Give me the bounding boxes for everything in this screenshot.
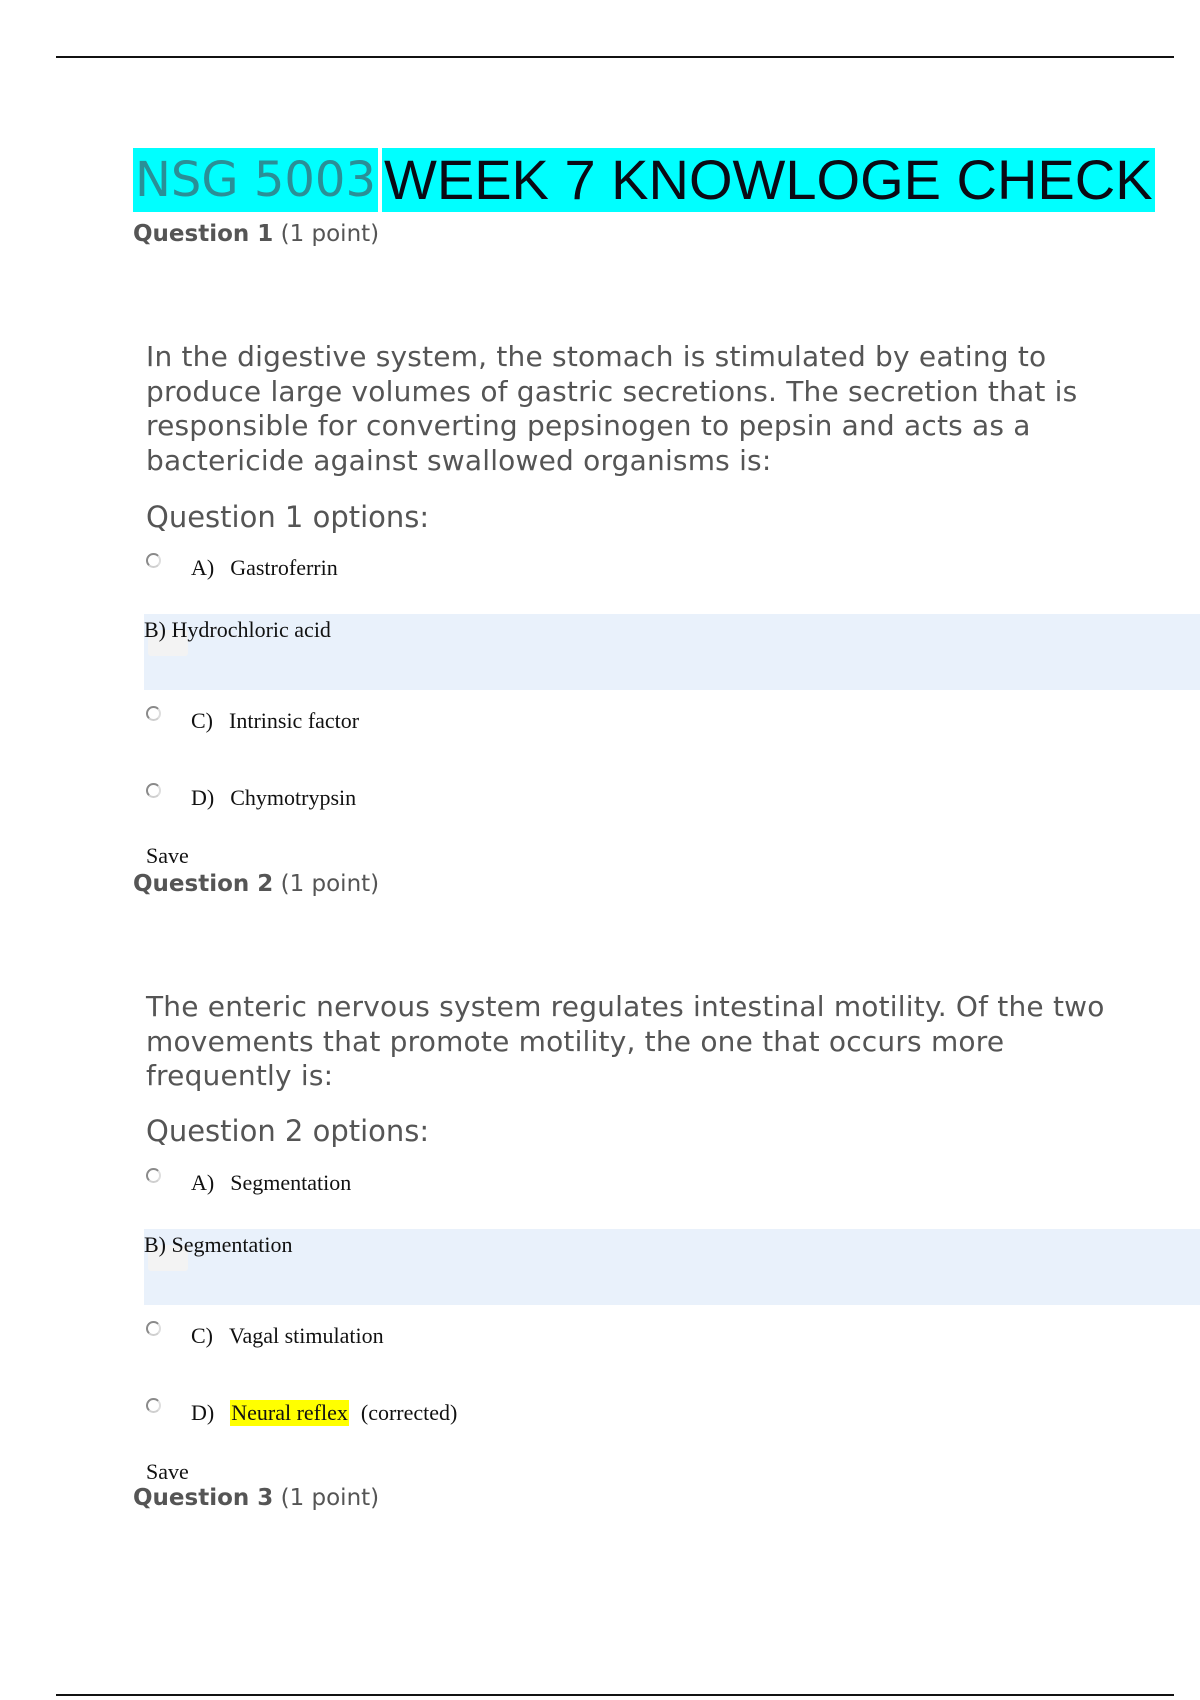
question-1-text: In the digestive system, the stomach is stimulated by eating to produce large volumes of gastric secretions. The secretion that is responsible for converting pepsinogen to pepsin and acts as a bactericide against swallowed organisms is:	[146, 340, 1078, 477]
question-1-number: Question 1	[133, 221, 274, 247]
question-2-heading	[133, 871, 379, 897]
question-1-options-label: Question 1 options:	[146, 500, 430, 534]
title-subtitle: WEEK 7 KNOWLOGE CHECK	[383, 148, 1153, 211]
radio-icon[interactable]	[146, 1398, 161, 1413]
option-text: Intrinsic factor	[229, 708, 360, 733]
radio-icon[interactable]	[146, 1168, 161, 1183]
question-1-save-button[interactable]: Save	[146, 843, 189, 868]
radio-icon[interactable]	[146, 553, 161, 568]
option-text: Segmentation	[230, 1170, 352, 1195]
option-label: Segmentation	[171, 1232, 293, 1257]
question-2-save-button[interactable]: Save	[146, 1459, 189, 1484]
question-1-option-b-selected[interactable]	[144, 614, 1200, 690]
correction-note: (corrected)	[360, 1400, 458, 1425]
option-text: Vagal stimulation	[229, 1323, 384, 1348]
option-letter: D)	[191, 785, 215, 810]
option-letter: B)	[144, 617, 166, 642]
page-title	[133, 148, 1155, 212]
question-2-points: (1 point)	[280, 871, 380, 897]
top-rule	[56, 56, 1174, 58]
option-letter: C)	[191, 1323, 213, 1348]
option-letter: A)	[191, 555, 215, 580]
radio-icon[interactable]	[146, 783, 161, 798]
bottom-rule	[56, 1694, 1174, 1696]
option-letter: A)	[191, 1170, 215, 1195]
course-code: NSG 5003	[133, 148, 378, 212]
question-2-option-c[interactable]	[146, 1319, 384, 1353]
question-2-option-d[interactable]	[146, 1396, 457, 1430]
option-letter: D)	[191, 1400, 215, 1425]
radio-icon[interactable]	[146, 1321, 161, 1336]
question-2-number: Question 2	[133, 871, 274, 897]
radio-icon[interactable]	[146, 706, 161, 721]
question-2-option-a[interactable]	[146, 1166, 351, 1200]
highlighted-answer: Neural reflex	[231, 1400, 348, 1425]
question-1-option-d[interactable]	[146, 781, 356, 815]
option-text	[144, 617, 331, 643]
option-text	[144, 1232, 292, 1258]
question-3-number: Question 3	[133, 1485, 274, 1511]
question-3-points: (1 point)	[280, 1485, 380, 1511]
option-text: Chymotrypsin	[230, 785, 357, 810]
question-1-option-a[interactable]	[146, 551, 338, 585]
question-2-text: The enteric nervous system regulates intestinal motility. Of the two movements that promote motility, the one that occurs more frequently is:	[146, 990, 1105, 1092]
question-1-option-c[interactable]	[146, 704, 359, 738]
question-1-heading	[133, 221, 379, 247]
option-label: Hydrochloric acid	[171, 617, 331, 642]
option-letter: B)	[144, 1232, 166, 1257]
question-2-options-label: Question 2 options:	[146, 1114, 430, 1148]
question-3-heading	[133, 1485, 379, 1511]
option-text: Gastroferrin	[230, 555, 338, 580]
question-1-points: (1 point)	[280, 221, 380, 247]
question-2-option-b-selected[interactable]	[144, 1229, 1200, 1305]
option-letter: C)	[191, 708, 213, 733]
